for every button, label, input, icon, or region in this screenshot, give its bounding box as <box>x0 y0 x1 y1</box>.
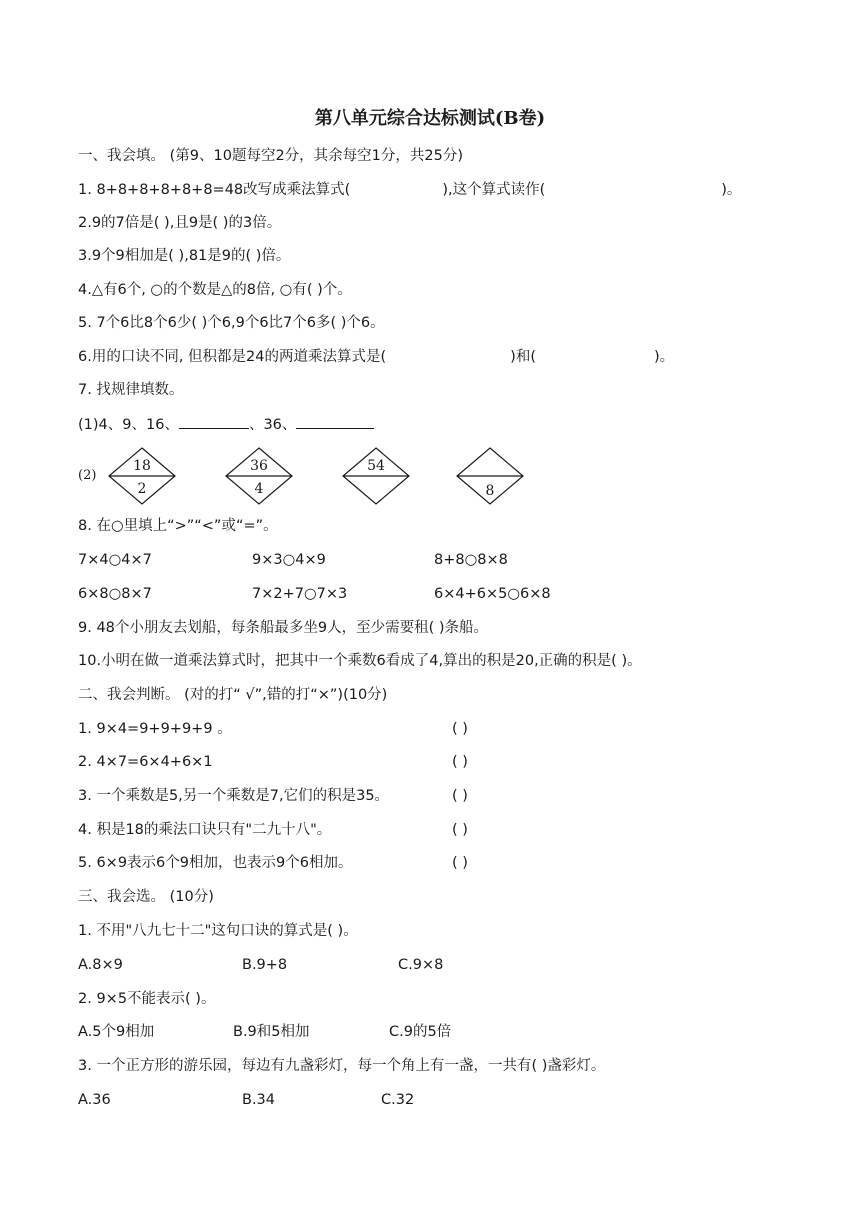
question-1-9: 9. 48个小朋友去划船，每条船最多坐9人，至少需要租( )条船。 <box>78 620 489 636</box>
judge-item-1 <box>78 719 468 739</box>
judge-item-2 <box>78 752 468 772</box>
section1-heading: 一、我会填。 (第9、10题每空2分，其余每空1分，共25分) <box>78 148 463 164</box>
choice-question-3: 3. 一个正方形的游乐园，每边有九盏彩灯，每一个角上有一盏，一共有( )盏彩灯。 <box>78 1058 606 1074</box>
q7-2-label: (2) <box>78 468 97 483</box>
q8-item: 7×2+7○7×3 <box>252 586 348 602</box>
q6-text-b: )和( <box>510 349 536 365</box>
judge-paren[interactable]: ( ) <box>452 855 468 871</box>
diamond-4 <box>457 448 523 504</box>
diamond-1-bottom: 2 <box>137 481 147 497</box>
judge-paren[interactable]: ( ) <box>452 721 468 737</box>
q1-text-c: )。 <box>721 182 742 198</box>
option-c[interactable]: C.32 <box>381 1092 415 1108</box>
choice-options-1 <box>78 955 443 975</box>
choice-options-3 <box>78 1090 414 1110</box>
question-1-2: 2.9的7倍是( ),且9是( )的3倍。 <box>78 215 282 231</box>
q7-1-text-b: 、36、 <box>248 417 297 433</box>
q8-row-1 <box>78 550 508 570</box>
answer-blank[interactable] <box>179 414 249 429</box>
diamond-pattern-svg <box>78 446 538 506</box>
q8-item: 6×4+6×5○6×8 <box>434 586 551 602</box>
question-1-6 <box>78 347 674 367</box>
q6-text-c: )。 <box>654 349 675 365</box>
option-a[interactable]: A.5个9相加 <box>78 1024 155 1040</box>
judge-paren[interactable]: ( ) <box>452 822 468 838</box>
option-c[interactable]: C.9×8 <box>398 957 444 973</box>
question-1-5: 5. 7个6比8个6少( )个6,9个6比7个6多( )个6。 <box>78 315 385 331</box>
diamond-pattern-row <box>78 446 538 506</box>
judge-text: 2. 4×7=6×4+6×1 <box>78 754 213 770</box>
option-c[interactable]: C.9的5倍 <box>389 1024 452 1040</box>
question-1-7-1 <box>78 414 374 435</box>
judge-text: 1. 9×4=9+9+9+9 。 <box>78 721 232 737</box>
option-a[interactable]: A.8×9 <box>78 957 123 973</box>
question-1-1 <box>78 180 741 200</box>
judge-text: 4. 积是18的乘法口诀只有"二九十八"。 <box>78 822 332 838</box>
q1-text-a: 1. 8+8+8+8+8+8=48改写成乘法算式( <box>78 182 351 198</box>
diamond-3-top: 54 <box>367 458 385 474</box>
q6-text-a: 6.用的口诀不同, 但积都是24的两道乘法算式是( <box>78 349 387 365</box>
question-1-3: 3.9个9相加是( ),81是9的( )倍。 <box>78 248 291 264</box>
diamond-2-bottom: 4 <box>254 481 264 497</box>
q7-1-text-a: (1)4、9、16、 <box>78 417 179 433</box>
section2-heading: 二、我会判断。 (对的打“ √”,错的打“×”)(10分) <box>78 687 388 703</box>
q8-item: 8+8○8×8 <box>434 552 508 568</box>
q8-item: 7×4○4×7 <box>78 552 152 568</box>
diamond-1 <box>109 448 175 504</box>
diamond-3 <box>343 448 409 504</box>
q8-row-2 <box>78 584 551 604</box>
judge-paren[interactable]: ( ) <box>452 754 468 770</box>
section3-heading: 三、我会选。 (10分) <box>78 889 214 905</box>
judge-item-4 <box>78 820 468 840</box>
judge-paren[interactable]: ( ) <box>452 788 468 804</box>
diamond-1-top: 18 <box>133 458 151 474</box>
diamond-2 <box>226 448 292 504</box>
choice-question-2: 2. 9×5不能表示( )。 <box>78 991 216 1007</box>
judge-item-5 <box>78 853 468 873</box>
diamond-4-bottom: 8 <box>485 483 495 499</box>
option-b[interactable]: B.34 <box>242 1092 276 1108</box>
choice-question-1: 1. 不用"八九七十二"这句口诀的算式是( )。 <box>78 923 358 939</box>
q1-text-b: ),这个算式读作( <box>442 182 546 198</box>
diamond-2-top: 36 <box>250 458 268 474</box>
question-1-7: 7. 找规律填数。 <box>78 382 184 398</box>
option-b[interactable]: B.9和5相加 <box>233 1024 310 1040</box>
question-1-10: 10.小明在做一道乘法算式时，把其中一个乘数6看成了4,算出的积是20,正确的积是( )。 <box>78 653 642 669</box>
question-1-4: 4.△有6个, ○的个数是△的8倍, ○有( )个。 <box>78 282 352 298</box>
page-title: 第八单元综合达标测试(B卷) <box>314 108 546 129</box>
q8-item: 9×3○4×9 <box>252 552 326 568</box>
answer-blank[interactable] <box>296 414 374 429</box>
judge-item-3 <box>78 786 468 806</box>
choice-options-2 <box>78 1022 451 1042</box>
q8-item: 6×8○8×7 <box>78 586 152 602</box>
option-b[interactable]: B.9+8 <box>242 957 288 973</box>
option-a[interactable]: A.36 <box>78 1092 111 1108</box>
question-1-8: 8. 在○里填上“>”“<”或“=”。 <box>78 518 278 534</box>
judge-text: 3. 一个乘数是5,另一个乘数是7,它们的积是35。 <box>78 788 390 804</box>
judge-text: 5. 6×9表示6个9相加，也表示9个6相加。 <box>78 855 353 871</box>
